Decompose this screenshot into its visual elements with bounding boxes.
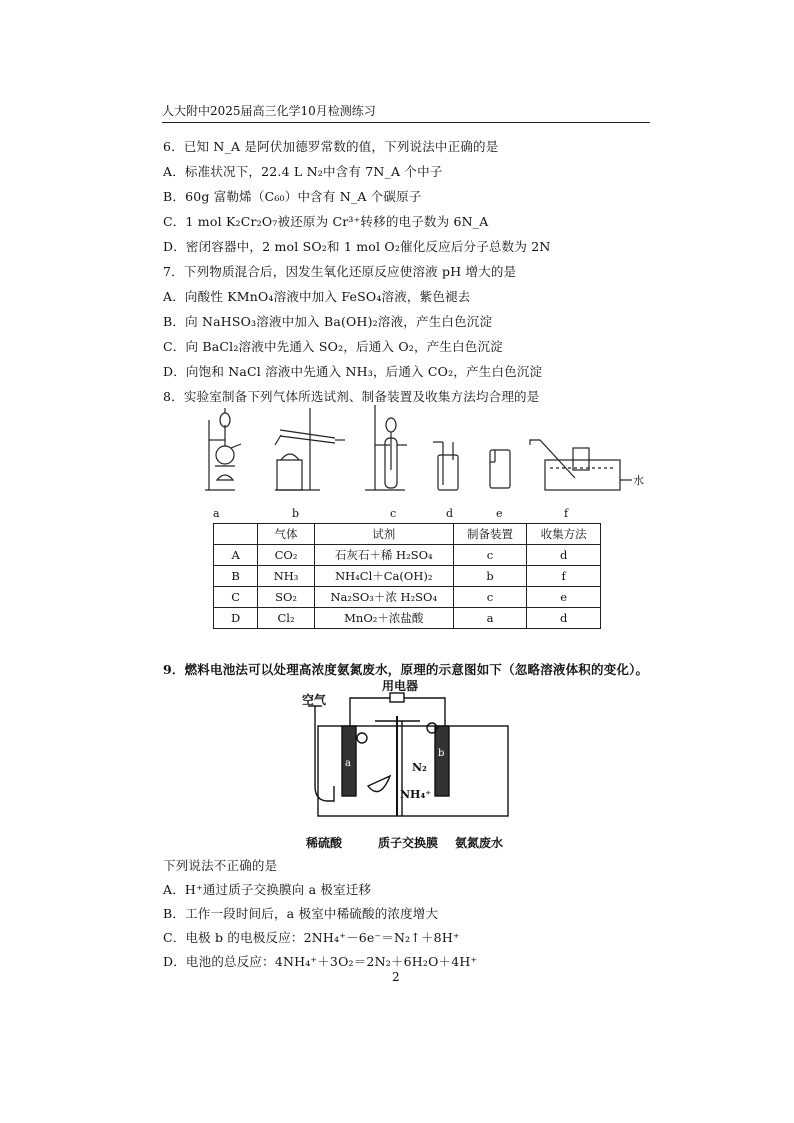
q8-stem: 8．实验室制备下列气体所选试剂、制备装置及收集方法均合理的是 (163, 389, 540, 404)
q6-option-b: B．60g 富勒烯（C₆₀）中含有 N_A 个碳原子 (163, 189, 422, 204)
table-row (214, 566, 601, 587)
label-b: b (292, 507, 300, 520)
q7-option-c: C．向 BaCl₂溶液中先通入 SO₂，后通入 O₂，产生白色沉淀 (163, 339, 503, 354)
table-cell: CO₂ (258, 545, 315, 566)
page-header: 人大附中2025届高三化学10月检测练习 (162, 102, 650, 123)
label-d: d (446, 507, 454, 520)
nh4-label: NH₄⁺ (400, 788, 432, 801)
table-cell: C (214, 587, 258, 608)
q6-option-c: C．1 mol K₂Cr₂O₇被还原为 Cr³⁺转移的电子数为 6N_A (163, 214, 489, 229)
q9-option-d: D．电池的总反应：4NH₄⁺＋3O₂＝2N₂＋6H₂O＋4H⁺ (163, 954, 478, 969)
table-cell: SO₂ (258, 587, 315, 608)
q9-option-a: A．H⁺通过质子交换膜向 a 极室迁移 (163, 882, 372, 897)
table-row (214, 608, 601, 629)
fuel-cell-diagram (300, 676, 515, 851)
table-cell: Na₂SO₃＋浓 H₂SO₄ (314, 587, 453, 608)
q9-option-b: B．工作一段时间后，a 极室中稀硫酸的浓度增大 (163, 906, 439, 921)
page-number: 2 (392, 970, 400, 984)
q9-prompt: 下列说法不正确的是 (163, 858, 278, 873)
apparatus-c (365, 405, 407, 490)
membrane-label: 质子交换膜 (378, 836, 439, 850)
table-cell: f (527, 566, 601, 587)
q9-stem: 9．燃料电池法可以处理高浓度氨氮废水，原理的示意图如下（忽略溶液体积的变化）。 (163, 662, 649, 677)
electrode-b-label: b (438, 748, 445, 759)
lab-apparatus-figure (195, 400, 644, 500)
apparatus-d (433, 442, 458, 490)
apparatus-labels (0, 507, 794, 523)
q7-stem: 7．下列物质混合后，因发生氧化还原反应使溶液 pH 增大的是 (163, 264, 517, 279)
table-cell: B (214, 566, 258, 587)
header-cell: 气体 (258, 524, 315, 545)
acid-label: 稀硫酸 (306, 836, 343, 850)
table-cell: D (214, 608, 258, 629)
water-label: 水 (633, 474, 644, 487)
label-a: a (213, 507, 220, 520)
q6-option-a: A．标准状况下，22.4 L N₂中含有 7N_A 个中子 (163, 164, 443, 179)
q7-option-d: D．向饱和 NaCl 溶液中先通入 NH₃，后通入 CO₂，产生白色沉淀 (163, 364, 543, 379)
air-label: 空气 (302, 693, 327, 707)
n2-label: N₂ (412, 761, 427, 774)
header-cell: 制备装置 (453, 524, 527, 545)
table-cell: d (527, 608, 601, 629)
q6-option-d: D．密闭容器中，2 mol SO₂和 1 mol O₂催化反应后分子总数为 2N (163, 239, 551, 254)
table-row (214, 587, 601, 608)
apparatus-f (530, 440, 632, 490)
apparatus-b (275, 408, 345, 490)
waste-label: 氨氮废水 (455, 836, 504, 850)
apparatus-e (490, 450, 510, 488)
header-cell: 试剂 (314, 524, 453, 545)
device-label: 用电器 (382, 679, 419, 693)
table-cell: e (527, 587, 601, 608)
q8-options-table (213, 523, 601, 629)
table-row (214, 545, 601, 566)
label-c: c (390, 507, 397, 520)
table-header-row (214, 524, 601, 545)
table-cell: NH₃ (258, 566, 315, 587)
label-e: e (496, 507, 503, 520)
header-cell: 收集方法 (527, 524, 601, 545)
q7-option-a: A．向酸性 KMnO₄溶液中加入 FeSO₄溶液，紫色褪去 (163, 289, 471, 304)
q9-option-c: C．电极 b 的电极反应：2NH₄⁺－6e⁻＝N₂↑＋8H⁺ (163, 930, 460, 945)
q7-option-b: B．向 NaHSO₃溶液中加入 Ba(OH)₂溶液，产生白色沉淀 (163, 314, 493, 329)
label-f: f (564, 507, 569, 520)
table-cell: a (453, 608, 527, 629)
table-cell: 石灰石＋稀 H₂SO₄ (314, 545, 453, 566)
table-cell: c (453, 545, 527, 566)
table-cell: b (453, 566, 527, 587)
header-cell (214, 524, 258, 545)
table-cell: d (527, 545, 601, 566)
table-cell: c (453, 587, 527, 608)
table-cell: A (214, 545, 258, 566)
table-cell: NH₄Cl＋Ca(OH)₂ (314, 566, 453, 587)
table-cell: Cl₂ (258, 608, 315, 629)
q6-stem: 6．已知 N_A 是阿伏加德罗常数的值，下列说法中正确的是 (163, 139, 499, 154)
table-cell: MnO₂＋浓盐酸 (314, 608, 453, 629)
apparatus-a (205, 408, 241, 490)
electrode-a-label: a (345, 758, 351, 769)
